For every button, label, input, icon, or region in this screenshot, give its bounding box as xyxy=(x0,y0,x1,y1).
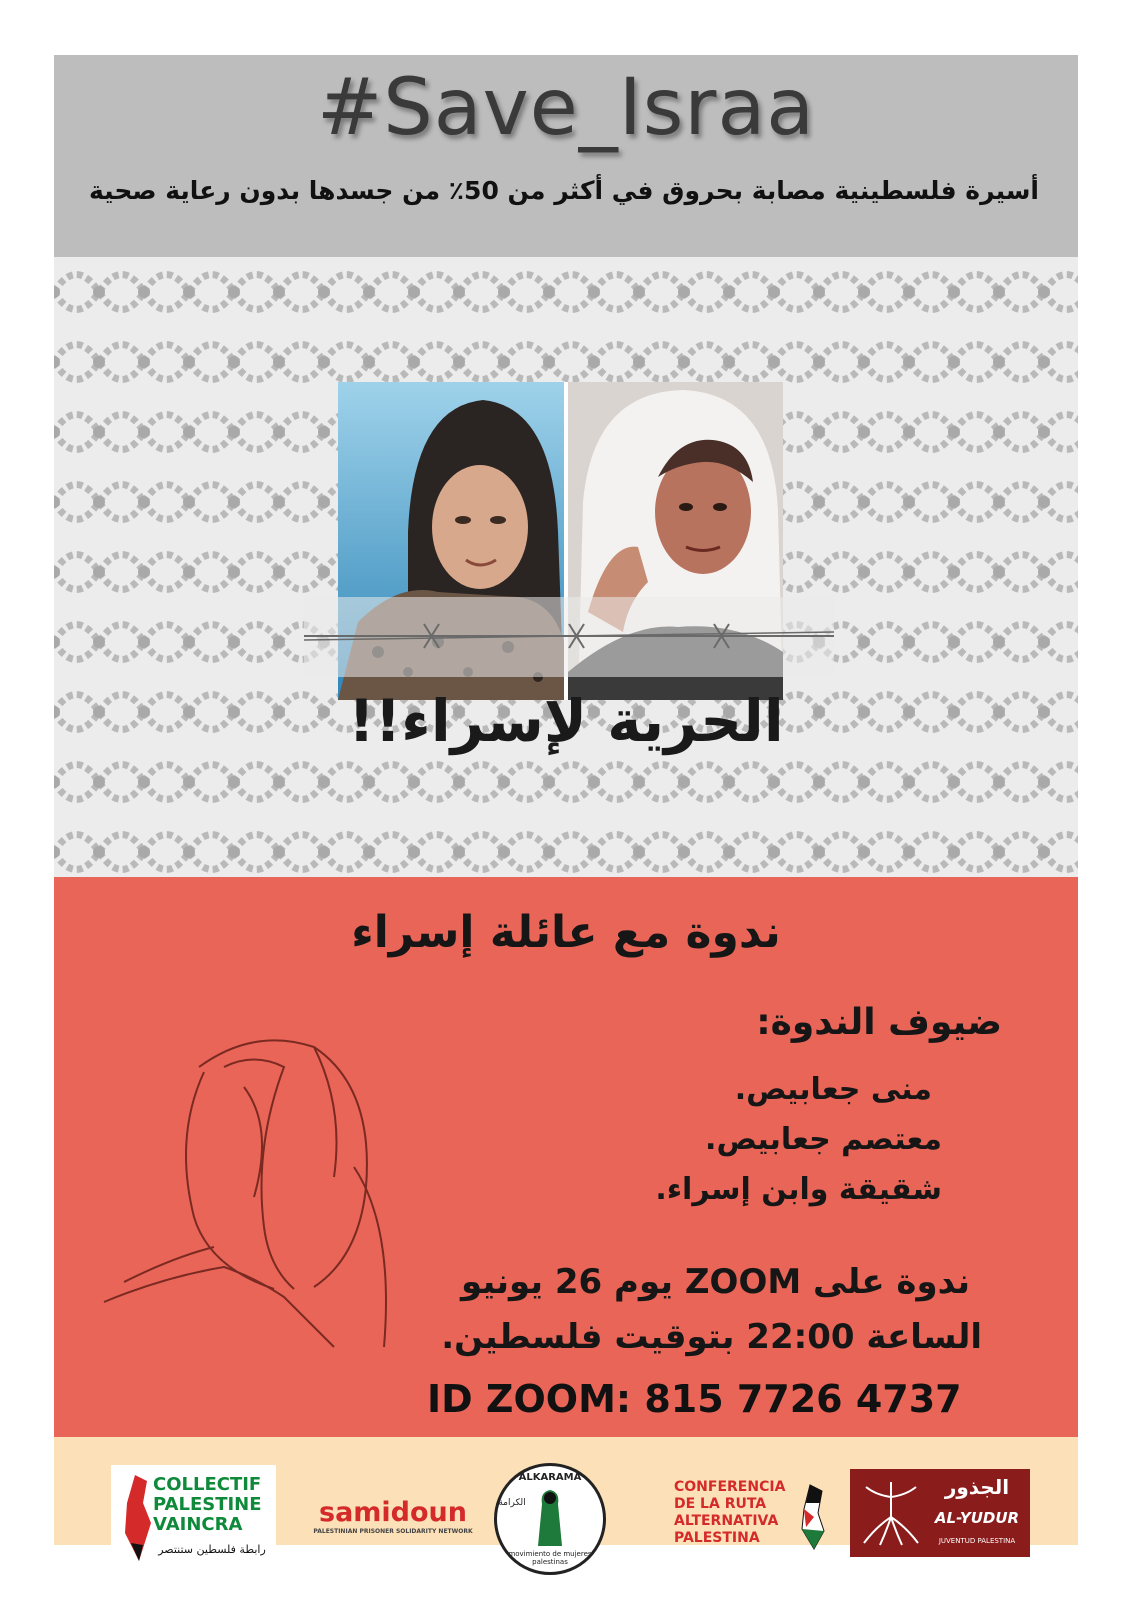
alyudur-arabic: الجذور xyxy=(944,1475,1010,1499)
poster xyxy=(54,55,1078,1566)
guest-item: معتصم جعابيص. xyxy=(705,1122,942,1157)
hashtag-title: #Save_Israa xyxy=(316,63,816,153)
header-banner xyxy=(54,55,1078,257)
guests-heading: ضيوف الندوة: xyxy=(756,1002,1002,1043)
vaincra-line3: VAINCRA xyxy=(153,1514,243,1535)
palestine-map-icon xyxy=(117,1473,157,1563)
vaincra-line2: PALESTINE xyxy=(153,1494,262,1515)
conferencia-line2: DE LA RUTA xyxy=(674,1496,767,1512)
guest-item: منى جعابيص. xyxy=(734,1072,932,1107)
alyudur-tagline: JUVENTUD PALESTINA xyxy=(938,1537,1016,1545)
zoom-id: ID ZOOM: 815 7726 4737 xyxy=(427,1377,962,1421)
conferencia-line4: PALESTINA xyxy=(674,1530,760,1546)
event-panel xyxy=(54,877,1078,1437)
alyudur-logo xyxy=(850,1469,1030,1557)
alyudur-name: AL-YUDUR xyxy=(934,1509,1020,1527)
freedom-slogan: الحرية لإسراء!! xyxy=(348,687,784,755)
sponsor-footer xyxy=(54,1437,1078,1566)
header-subtitle: أسيرة فلسطينية مصابة بحروق في أكثر من 50٪ من جسدها بدون رعاية صحية xyxy=(89,176,1039,205)
vaincra-arabic: رابطة فلسطين ستنتصر xyxy=(158,1543,266,1556)
event-title: ندوة مع عائلة إسراء xyxy=(351,907,781,958)
woman-figure-icon xyxy=(530,1488,570,1548)
palestine-flag-map-icon xyxy=(794,1483,834,1553)
veiled-woman-illustration xyxy=(104,1027,404,1347)
conferencia-logo xyxy=(674,1479,834,1559)
samidoun-name: samidoun xyxy=(319,1497,467,1528)
alkarama-top: ALKARAMA xyxy=(518,1472,582,1483)
conferencia-line1: CONFERENCIA xyxy=(674,1479,786,1495)
conferencia-line3: ALTERNATIVA xyxy=(674,1513,779,1529)
zoom-date-line: ندوة على ZOOM يوم 26 يونيو xyxy=(461,1262,970,1302)
keffiyeh-section xyxy=(54,257,1078,877)
vaincra-logo xyxy=(111,1465,276,1573)
samidoun-logo xyxy=(308,1497,478,1547)
photo-pair xyxy=(338,382,783,700)
samidoun-tagline: PALESTINIAN PRISONER SOLIDARITY NETWORK xyxy=(313,1528,473,1535)
barbed-wire-icon xyxy=(304,616,834,656)
alkarama-bottom: movimiento de mujeres palestinas xyxy=(508,1550,592,1566)
tree-roots-icon xyxy=(856,1477,926,1547)
guest-item: شقيقة وابن إسراء. xyxy=(655,1172,942,1207)
zoom-time-line: الساعة 22:00 بتوقيت فلسطين. xyxy=(441,1317,982,1357)
vaincra-line1: COLLECTIF xyxy=(153,1474,262,1495)
alkarama-arabic: الكرامة xyxy=(498,1498,526,1508)
alkarama-logo xyxy=(494,1463,606,1575)
